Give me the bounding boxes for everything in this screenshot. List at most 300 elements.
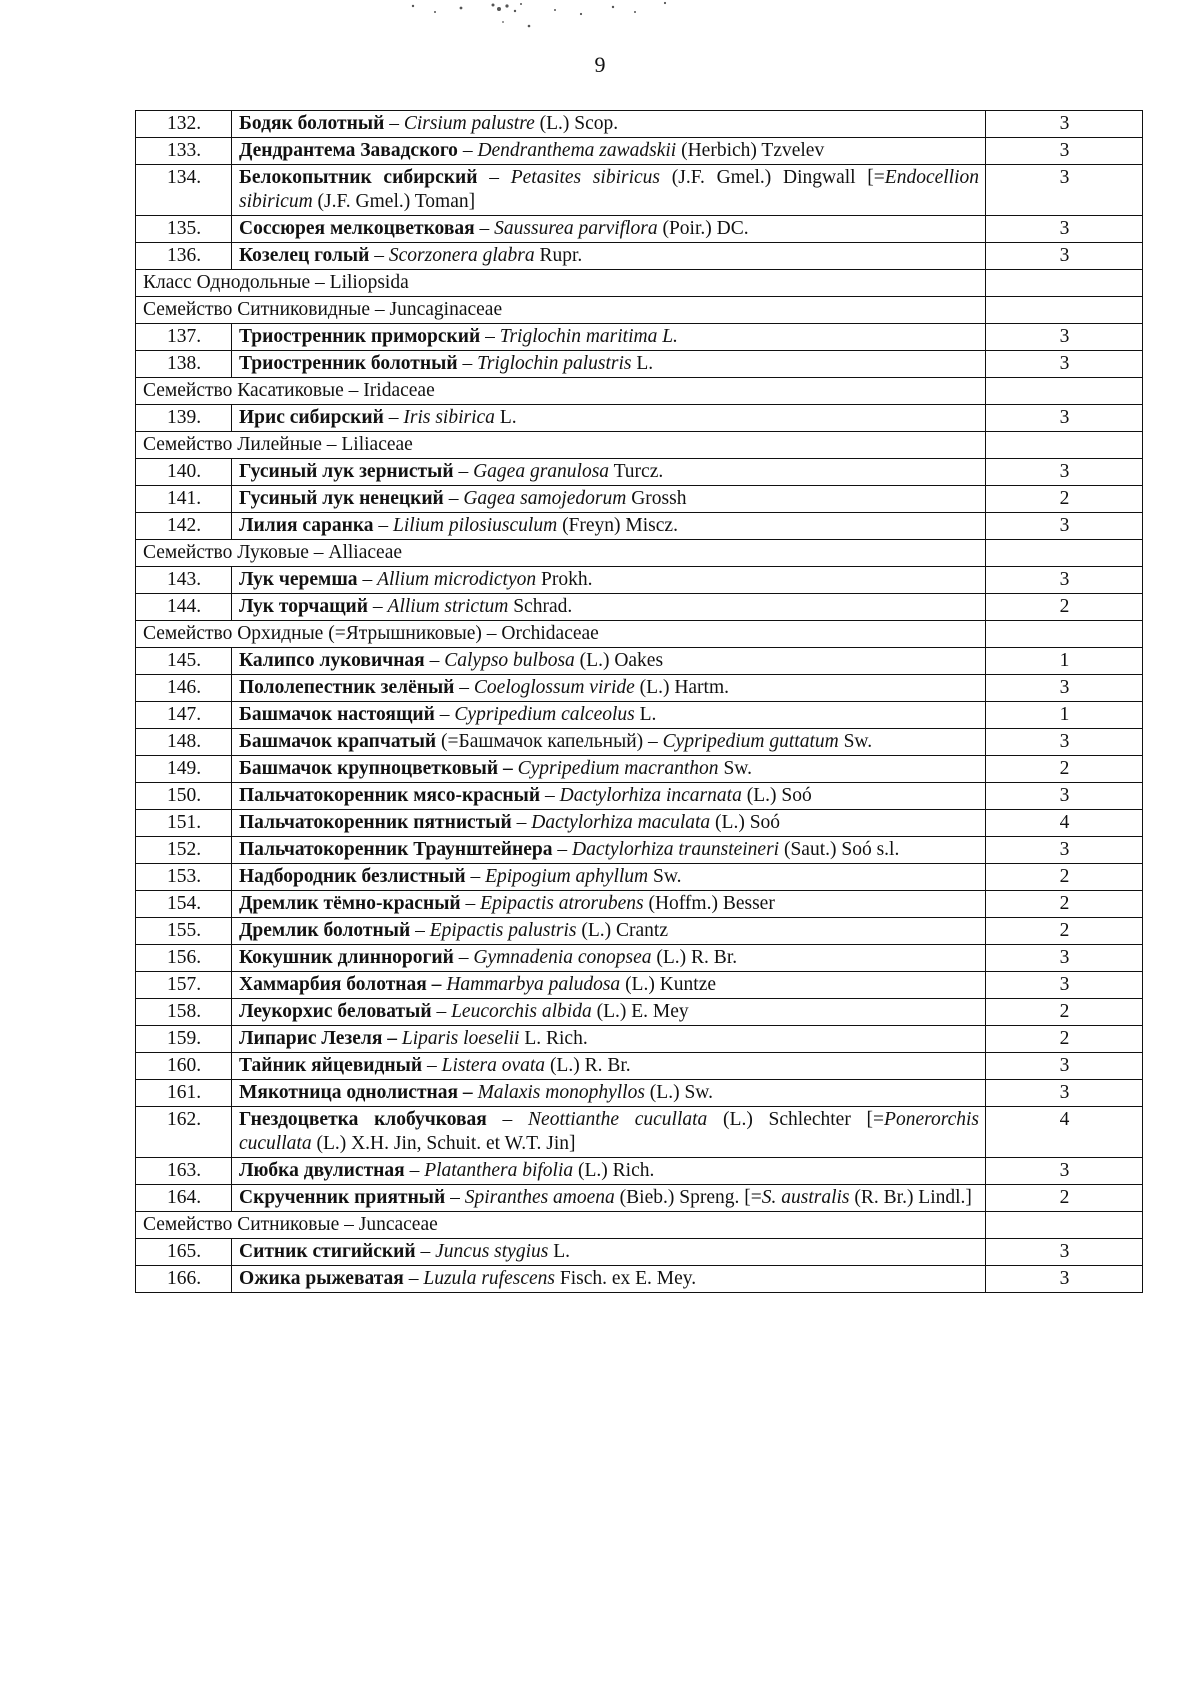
species-name-cell [232, 594, 986, 621]
russian-name: Лилия саранка [239, 515, 374, 536]
table-group-row [136, 378, 1143, 405]
species-name-cell [232, 837, 986, 864]
table-row [136, 999, 1143, 1026]
table-group-row [136, 621, 1143, 648]
table-row [136, 594, 1143, 621]
row-number: 139. [136, 405, 232, 432]
author-citation: (Hoffm.) Besser [643, 893, 775, 914]
russian-name: Пололепестник зелёный [239, 677, 455, 698]
russian-name: Гнездоцветка клобучковая [239, 1109, 487, 1130]
latin-name: Juncus stygius [435, 1241, 549, 1262]
name-separator: – [403, 1268, 424, 1289]
russian-name: Триостренник приморский [239, 326, 481, 347]
latin-name: Epipogium aphyllum [485, 866, 649, 887]
species-name-cell [232, 513, 986, 540]
name-separator: – [453, 947, 474, 968]
author-citation: (L.) R. Br. [651, 947, 738, 968]
category-cell: 3 [986, 1158, 1143, 1185]
name-separator: – [422, 1055, 442, 1076]
table-row [136, 648, 1143, 675]
latin-name: Scorzonera glabra [388, 245, 535, 266]
russian-name: Дремлик болотный [239, 920, 411, 941]
russian-name: Калипсо луковичная [239, 650, 425, 671]
russian-name: Лук торчащий [239, 596, 369, 617]
latin-name: Triglochin palustris [477, 353, 632, 374]
table-row [136, 891, 1143, 918]
russian-name: Скрученник приятный [239, 1187, 446, 1208]
row-number: 147. [136, 702, 232, 729]
russian-name: Тайник яйцевидный [239, 1055, 423, 1076]
table-row [136, 243, 1143, 270]
author-citation: (Poir.) DC. [657, 218, 749, 239]
category-cell [986, 540, 1143, 567]
author-citation: Sw. [648, 866, 682, 887]
latin-name: Allium microdictyon [377, 569, 537, 590]
group-heading: Семейство Ситниковые – Juncaceae [136, 1212, 986, 1239]
row-number: 143. [136, 567, 232, 594]
synonym-latin-name: Endocellion sibiricum [239, 167, 980, 212]
table-row [136, 675, 1143, 702]
latin-name: Platanthera bifolia [424, 1160, 574, 1181]
author-citation: (L.) Schlechter [= [707, 1109, 885, 1130]
species-name-cell [232, 1185, 986, 1212]
table-group-row [136, 540, 1143, 567]
category-cell: 3 [986, 972, 1143, 999]
category-cell: 3 [986, 138, 1143, 165]
table-row [136, 945, 1143, 972]
category-cell: 3 [986, 216, 1143, 243]
table-row [136, 702, 1143, 729]
row-number: 142. [136, 513, 232, 540]
category-cell: 2 [986, 918, 1143, 945]
species-name-cell [232, 891, 986, 918]
russian-name: Мякотница однолистная – [239, 1082, 473, 1103]
table-row [136, 837, 1143, 864]
species-name-cell [232, 1107, 986, 1158]
latin-name: Listera ovata [441, 1055, 546, 1076]
russian-name: Пальчатокоренник пятнистый [239, 812, 512, 833]
latin-name: Calypso bulbosa [444, 650, 575, 671]
name-separator: – [465, 866, 486, 887]
species-name-cell [232, 675, 986, 702]
name-separator: – [457, 353, 478, 374]
row-number: 135. [136, 216, 232, 243]
latin-name: Dactylorhiza maculata [531, 812, 711, 833]
table-row [136, 165, 1143, 216]
russian-name: Бодяк болотный [239, 113, 385, 134]
table-row [136, 810, 1143, 837]
latin-name: Dactylorhiza traunsteineri [572, 839, 780, 860]
category-cell: 2 [986, 891, 1143, 918]
russian-name: Ситник стигийский [239, 1241, 416, 1262]
group-heading: Семейство Лилейные – Liliaceae [136, 432, 986, 459]
latin-name: Cypripedium calceolus [454, 704, 635, 725]
latin-name: Luzula rufescens [423, 1268, 555, 1289]
russian-name: Гусиный лук зернистый [239, 461, 454, 482]
species-name-cell [232, 324, 986, 351]
table-row [136, 111, 1143, 138]
name-separator: – [415, 1241, 436, 1262]
table-row [136, 1053, 1143, 1080]
latin-name: Hammarbya paludosa [446, 974, 621, 995]
author-citation: (L.) Soó [710, 812, 781, 833]
row-number: 154. [136, 891, 232, 918]
group-heading: Семейство Ситниковидные – Juncaginaceae [136, 297, 986, 324]
row-number: 136. [136, 243, 232, 270]
species-name-cell [232, 702, 986, 729]
category-cell: 3 [986, 513, 1143, 540]
table-row [136, 216, 1143, 243]
synonym-author-citation: (J.F. Gmel.) Toman] [312, 191, 476, 212]
category-cell [986, 432, 1143, 459]
latin-name: Cypripedium macranthon [517, 758, 719, 779]
species-name-cell [232, 972, 986, 999]
category-cell [986, 270, 1143, 297]
species-name-cell [232, 1239, 986, 1266]
author-citation: Prokh. [536, 569, 593, 590]
author-citation: (L.) Kuntze [620, 974, 717, 995]
latin-name: Cypripedium guttatum [662, 731, 839, 752]
category-cell: 3 [986, 783, 1143, 810]
latin-name: Gagea granulosa [473, 461, 610, 482]
row-number: 141. [136, 486, 232, 513]
category-cell: 2 [986, 1185, 1143, 1212]
name-separator: – [474, 218, 495, 239]
russian-name: Любка двулистная [239, 1160, 405, 1181]
author-citation: L. [494, 407, 517, 428]
table-row [136, 783, 1143, 810]
row-number: 161. [136, 1080, 232, 1107]
category-cell: 2 [986, 594, 1143, 621]
table-row [136, 729, 1143, 756]
category-cell: 2 [986, 999, 1143, 1026]
row-number: 164. [136, 1185, 232, 1212]
name-separator: – [383, 407, 404, 428]
russian-name: Надбородник безлистный [239, 866, 466, 887]
row-number: 145. [136, 648, 232, 675]
latin-name: Cirsium palustre [403, 113, 535, 134]
russian-name: Хаммарбия болотная – [239, 974, 442, 995]
table-group-row [136, 1212, 1143, 1239]
russian-name: Триостренник болотный [239, 353, 458, 374]
row-number: 148. [136, 729, 232, 756]
russian-name: Пальчатокоренник мясо-красный [239, 785, 541, 806]
author-citation: L. [631, 353, 654, 374]
row-number: 151. [136, 810, 232, 837]
author-citation: (Freyn) Miscz. [557, 515, 678, 536]
category-cell: 1 [986, 648, 1143, 675]
name-separator: – [540, 785, 560, 806]
name-separator: (=Башмачок капельный) – [436, 731, 663, 752]
category-cell: 1 [986, 702, 1143, 729]
row-number: 132. [136, 111, 232, 138]
category-cell: 3 [986, 945, 1143, 972]
species-name-cell [232, 459, 986, 486]
species-name-cell [232, 567, 986, 594]
scan-artifact [395, 0, 695, 40]
row-number: 162. [136, 1107, 232, 1158]
category-cell: 3 [986, 1080, 1143, 1107]
row-number: 152. [136, 837, 232, 864]
species-name-cell [232, 1053, 986, 1080]
russian-name: Кокушник длиннорогий [239, 947, 454, 968]
category-cell [986, 297, 1143, 324]
russian-name: Башмачок настоящий [239, 704, 435, 725]
russian-name: Соссюрея мелкоцветковая [239, 218, 475, 239]
latin-name: Allium strictum [387, 596, 509, 617]
name-separator: – [445, 1187, 465, 1208]
russian-name: Леукорхис беловатый [239, 1001, 432, 1022]
russian-name: Лук черемша [239, 569, 358, 590]
row-number: 150. [136, 783, 232, 810]
name-separator: – [404, 1160, 425, 1181]
synonym-latin-name: Ponerorchis cucullata [239, 1109, 980, 1154]
name-separator: – [443, 488, 464, 509]
category-cell: 3 [986, 351, 1143, 378]
author-citation: (L.) Hartm. [634, 677, 730, 698]
category-cell: 3 [986, 729, 1143, 756]
name-separator: – [373, 515, 394, 536]
author-citation: L. Rich. [519, 1028, 588, 1049]
latin-name: Petasites sibiricus [510, 167, 661, 188]
name-separator: – [384, 113, 404, 134]
species-name-cell [232, 1026, 986, 1053]
table-row [136, 1239, 1143, 1266]
species-name-cell [232, 486, 986, 513]
synonym-author-citation: (L.) X.H. Jin, Schuit. et W.T. Jin] [311, 1133, 576, 1154]
latin-name: Epipactis palustris [429, 920, 577, 941]
name-separator: – [369, 245, 389, 266]
russian-name: Дремлик тёмно-красный [239, 893, 461, 914]
latin-name: Gymnadenia conopsea [473, 947, 652, 968]
species-name-cell [232, 918, 986, 945]
table-row [136, 138, 1143, 165]
russian-name: Белокопытник сибирский [239, 167, 478, 188]
name-separator: – [434, 704, 455, 725]
latin-name: Dactylorhiza incarnata [559, 785, 742, 806]
row-number: 159. [136, 1026, 232, 1053]
category-cell: 3 [986, 837, 1143, 864]
category-cell: 3 [986, 567, 1143, 594]
table-row [136, 1026, 1143, 1053]
name-separator: – [460, 893, 481, 914]
row-number: 153. [136, 864, 232, 891]
row-number: 157. [136, 972, 232, 999]
species-name-cell [232, 1080, 986, 1107]
name-separator: – [477, 167, 511, 188]
table-row [136, 513, 1143, 540]
category-cell: 3 [986, 1266, 1143, 1293]
latin-name: Coeloglossum viride [473, 677, 635, 698]
author-citation: Fisch. ex E. Mey. [554, 1268, 697, 1289]
author-citation: (Herbich) Tzvelev [676, 140, 825, 161]
author-citation: (L.) Oakes [574, 650, 664, 671]
latin-name: Malaxis monophyllos [477, 1082, 645, 1103]
russian-name: Башмачок крупноцветковый – [239, 758, 513, 779]
row-number: 137. [136, 324, 232, 351]
author-citation: (L.) Rich. [573, 1160, 655, 1181]
species-name-cell [232, 165, 986, 216]
table-row [136, 972, 1143, 999]
name-separator: – [424, 650, 445, 671]
species-table [135, 110, 1143, 1293]
row-number: 134. [136, 165, 232, 216]
category-cell: 3 [986, 1053, 1143, 1080]
name-separator: – [486, 1109, 529, 1130]
group-heading: Семейство Луковые – Alliaceae [136, 540, 986, 567]
author-citation: (L.) Soó [741, 785, 812, 806]
table-row [136, 486, 1143, 513]
group-heading: Семейство Касатиковые – Iridaceae [136, 378, 986, 405]
name-separator: – [454, 677, 474, 698]
category-cell: 2 [986, 864, 1143, 891]
table-row [136, 324, 1143, 351]
category-cell: 4 [986, 810, 1143, 837]
row-number: 158. [136, 999, 232, 1026]
name-separator: – [511, 812, 532, 833]
species-table-body [136, 111, 1143, 1293]
author-citation: (L.) Scop. [534, 113, 619, 134]
table-row [136, 1107, 1143, 1158]
species-name-cell [232, 138, 986, 165]
species-name-cell [232, 351, 986, 378]
author-citation: (L.) Crantz [576, 920, 669, 941]
russian-name: Башмачок крапчатый [239, 731, 437, 752]
row-number: 144. [136, 594, 232, 621]
category-cell: 3 [986, 459, 1143, 486]
table-row [136, 1158, 1143, 1185]
latin-name: Dendranthema zawadskii [477, 140, 677, 161]
author-citation: Schrad. [508, 596, 573, 617]
species-name-cell [232, 216, 986, 243]
synonym-latin-name: S. australis [761, 1187, 850, 1208]
category-cell [986, 1212, 1143, 1239]
russian-name: Липарис Лезеля – [239, 1028, 398, 1049]
row-number: 165. [136, 1239, 232, 1266]
table-row [136, 1185, 1143, 1212]
category-cell: 3 [986, 243, 1143, 270]
name-separator: – [368, 596, 388, 617]
category-cell: 3 [986, 405, 1143, 432]
author-citation: Sw. [718, 758, 752, 779]
table-row [136, 1266, 1143, 1293]
species-name-cell [232, 1266, 986, 1293]
latin-name: Iris sibirica [403, 407, 495, 428]
species-name-cell [232, 405, 986, 432]
page-number: 9 [594, 52, 606, 77]
group-heading: Класс Однодольные – Liliopsida [136, 270, 986, 297]
row-number: 160. [136, 1053, 232, 1080]
author-citation: (J.F. Gmel.) Dingwall [= [660, 167, 885, 188]
table-row [136, 1080, 1143, 1107]
category-cell: 2 [986, 756, 1143, 783]
russian-name: Козелец голый [239, 245, 370, 266]
category-cell: 3 [986, 165, 1143, 216]
species-name-cell [232, 111, 986, 138]
category-cell: 2 [986, 486, 1143, 513]
name-separator: – [357, 569, 378, 590]
row-number: 146. [136, 675, 232, 702]
category-cell: 3 [986, 1239, 1143, 1266]
table-row [136, 864, 1143, 891]
russian-name: Гусиный лук ненецкий [239, 488, 444, 509]
species-name-cell [232, 243, 986, 270]
species-name-cell [232, 729, 986, 756]
name-separator: – [410, 920, 430, 941]
table-group-row [136, 270, 1143, 297]
category-cell [986, 621, 1143, 648]
russian-name: Дендрантема Завадского [239, 140, 458, 161]
synonym-author-citation: (R. Br.) Lindl.] [849, 1187, 972, 1208]
name-separator: – [552, 839, 572, 860]
row-number: 133. [136, 138, 232, 165]
name-separator: – [457, 140, 478, 161]
table-group-row [136, 432, 1143, 459]
species-name-cell [232, 756, 986, 783]
row-number: 155. [136, 918, 232, 945]
latin-name: Liparis loeselii [401, 1028, 520, 1049]
table-row [136, 756, 1143, 783]
species-name-cell [232, 945, 986, 972]
russian-name: Ирис сибирский [239, 407, 384, 428]
species-name-cell [232, 810, 986, 837]
species-name-cell [232, 783, 986, 810]
species-name-cell [232, 648, 986, 675]
row-number: 138. [136, 351, 232, 378]
latin-name: Spiranthes amoena [464, 1187, 615, 1208]
table-group-row [136, 297, 1143, 324]
category-cell: 3 [986, 324, 1143, 351]
author-citation: Grossh [626, 488, 687, 509]
author-citation: (L.) E. Mey [591, 1001, 689, 1022]
category-cell: 4 [986, 1107, 1143, 1158]
latin-name: Epipactis atrorubens [480, 893, 644, 914]
category-cell: 3 [986, 111, 1143, 138]
table-row [136, 405, 1143, 432]
russian-name: Ожика рыжеватая [239, 1268, 404, 1289]
author-citation: Turcz. [609, 461, 664, 482]
row-number: 149. [136, 756, 232, 783]
name-separator: – [431, 1001, 452, 1022]
author-citation: Rupr. [534, 245, 583, 266]
author-citation: (Bieb.) Spreng. [= [614, 1187, 762, 1208]
table-row [136, 459, 1143, 486]
table-row [136, 918, 1143, 945]
row-number: 140. [136, 459, 232, 486]
latin-name: Gagea samojedorum [463, 488, 627, 509]
latin-name: Saussurea parviflora [494, 218, 658, 239]
species-name-cell [232, 999, 986, 1026]
author-citation: (L.) R. Br. [545, 1055, 631, 1076]
category-cell: 2 [986, 1026, 1143, 1053]
category-cell: 3 [986, 675, 1143, 702]
species-name-cell [232, 1158, 986, 1185]
table-row [136, 351, 1143, 378]
latin-name: Lilium pilosiusculum [393, 515, 558, 536]
row-number: 163. [136, 1158, 232, 1185]
author-citation: (L.) Sw. [644, 1082, 713, 1103]
author-citation: L. [634, 704, 657, 725]
species-name-cell [232, 864, 986, 891]
row-number: 156. [136, 945, 232, 972]
name-separator: – [453, 461, 474, 482]
latin-name: Leucorchis albida [451, 1001, 592, 1022]
row-number: 166. [136, 1266, 232, 1293]
group-heading: Семейство Орхидные (=Ятрышниковые) – Orchidaceae [136, 621, 986, 648]
author-citation: L. [548, 1241, 571, 1262]
latin-name: Neottianthe cucullata [528, 1109, 708, 1130]
author-citation: Sw. [838, 731, 873, 752]
